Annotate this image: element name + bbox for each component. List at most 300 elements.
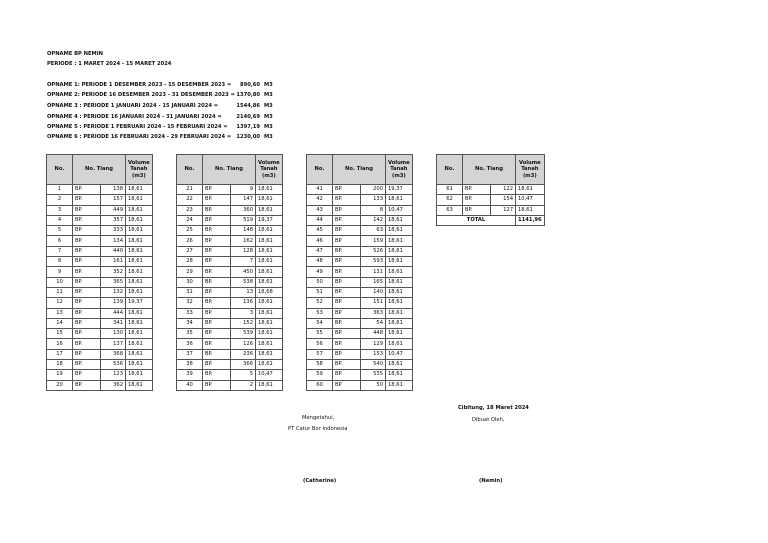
opname-label: OPNAME 4 : PERIODE 16 JANUARI 2024 - 31 JANUARI 2024 = bbox=[47, 114, 222, 120]
row-prefix: BP. bbox=[333, 287, 361, 297]
row-no: 26 bbox=[177, 236, 203, 246]
signature-company: PT Catur Bor Indonesia bbox=[288, 426, 348, 432]
row-prefix: BP. bbox=[203, 349, 231, 359]
table-row bbox=[177, 215, 283, 225]
row-tiang: 9 bbox=[231, 185, 256, 195]
opname-value: 890,60 bbox=[239, 82, 260, 88]
row-prefix: BP. bbox=[203, 360, 231, 370]
opname-value: 1230,00 bbox=[236, 134, 260, 140]
row-tiang: 448 bbox=[361, 329, 386, 339]
row-tiang: 130 bbox=[101, 329, 126, 339]
row-prefix: BP. bbox=[333, 215, 361, 225]
row-prefix: BP. bbox=[333, 236, 361, 246]
table-row bbox=[307, 257, 413, 267]
row-prefix: BP. bbox=[203, 236, 231, 246]
row-prefix: BP. bbox=[333, 195, 361, 205]
header-tiang: No. Tiang bbox=[333, 155, 386, 185]
table-row bbox=[307, 267, 413, 277]
total-row bbox=[437, 215, 545, 225]
row-volume: 19,37 bbox=[386, 185, 413, 195]
header-volume: Volume Tanah (m3) bbox=[516, 155, 545, 185]
row-tiang: 526 bbox=[361, 246, 386, 256]
header-no: No. bbox=[177, 155, 203, 185]
row-tiang: 153 bbox=[361, 349, 386, 359]
row-no: 16 bbox=[47, 339, 73, 349]
row-no: 41 bbox=[307, 185, 333, 195]
opname-value: 1370,80 bbox=[236, 92, 260, 98]
row-volume: 10,47 bbox=[386, 205, 413, 215]
row-no: 28 bbox=[177, 257, 203, 267]
opname-unit: M3 bbox=[264, 134, 273, 140]
row-prefix: BP. bbox=[333, 246, 361, 256]
row-volume: 18,61 bbox=[126, 318, 153, 328]
table-row bbox=[47, 257, 153, 267]
row-prefix: BP. bbox=[73, 339, 101, 349]
table-row bbox=[177, 287, 283, 297]
row-volume: 18,68 bbox=[256, 287, 283, 297]
row-tiang: 444 bbox=[101, 308, 126, 318]
row-prefix: BP. bbox=[203, 287, 231, 297]
header-no: No. bbox=[307, 155, 333, 185]
row-no: 31 bbox=[177, 287, 203, 297]
row-volume: 18,61 bbox=[386, 215, 413, 225]
signature-name-right: (Nemin) bbox=[479, 478, 503, 484]
row-prefix: BP. bbox=[333, 298, 361, 308]
row-no: 8 bbox=[47, 257, 73, 267]
row-no: 4 bbox=[47, 215, 73, 225]
document-title: OPNAME BP NEMIN bbox=[47, 51, 103, 57]
table-row bbox=[47, 370, 153, 380]
row-prefix: BP. bbox=[203, 195, 231, 205]
row-volume: 18,61 bbox=[256, 349, 283, 359]
row-volume: 18,61 bbox=[126, 308, 153, 318]
row-prefix: BP. bbox=[203, 339, 231, 349]
row-volume: 10,47 bbox=[386, 349, 413, 359]
row-no: 20 bbox=[47, 380, 73, 390]
row-tiang: 450 bbox=[231, 267, 256, 277]
row-tiang: 8 bbox=[361, 205, 386, 215]
row-no: 54 bbox=[307, 318, 333, 328]
row-no: 24 bbox=[177, 215, 203, 225]
row-tiang: 440 bbox=[101, 246, 126, 256]
row-prefix: BP. bbox=[73, 257, 101, 267]
table-row bbox=[47, 277, 153, 287]
row-prefix: BP. bbox=[463, 205, 491, 215]
table-row bbox=[307, 215, 413, 225]
header-tiang: No. Tiang bbox=[463, 155, 516, 185]
row-volume: 18,61 bbox=[386, 236, 413, 246]
row-tiang: 50 bbox=[361, 380, 386, 390]
opname-label: OPNAME 5 : PERIODE 1 FEBRUARI 2024 - 15 FEBRUARI 2024 = bbox=[47, 124, 228, 130]
row-volume: 18,61 bbox=[126, 349, 153, 359]
row-volume: 19,37 bbox=[126, 298, 153, 308]
opname-unit: M3 bbox=[264, 124, 273, 130]
row-tiang: 148 bbox=[231, 226, 256, 236]
row-prefix: BP. bbox=[333, 349, 361, 359]
row-volume: 18,61 bbox=[126, 267, 153, 277]
table-row bbox=[307, 349, 413, 359]
row-tiang: 151 bbox=[361, 298, 386, 308]
table-row bbox=[47, 226, 153, 236]
row-tiang: 154 bbox=[491, 195, 516, 205]
row-no: 43 bbox=[307, 205, 333, 215]
row-prefix: BP. bbox=[203, 308, 231, 318]
row-volume: 18,61 bbox=[386, 257, 413, 267]
row-no: 9 bbox=[47, 267, 73, 277]
row-prefix: BP. bbox=[333, 205, 361, 215]
row-no: 21 bbox=[177, 185, 203, 195]
opname-label: OPNAME 3 : PERIODE 1 JANUARI 2024 - 15 JANUARI 2024 = bbox=[47, 103, 219, 109]
table-row bbox=[307, 360, 413, 370]
row-volume: 18,61 bbox=[386, 318, 413, 328]
row-no: 45 bbox=[307, 226, 333, 236]
row-tiang: 165 bbox=[361, 277, 386, 287]
row-prefix: BP. bbox=[73, 318, 101, 328]
table-row bbox=[47, 185, 153, 195]
row-volume: 18,61 bbox=[256, 380, 283, 390]
row-prefix: BP. bbox=[333, 360, 361, 370]
table-row bbox=[307, 185, 413, 195]
row-tiang: 352 bbox=[101, 267, 126, 277]
table-row bbox=[177, 267, 283, 277]
table-row bbox=[177, 308, 283, 318]
row-no: 10 bbox=[47, 277, 73, 287]
row-no: 13 bbox=[47, 308, 73, 318]
row-no: 55 bbox=[307, 329, 333, 339]
row-volume: 18,61 bbox=[256, 267, 283, 277]
row-volume: 18,61 bbox=[126, 205, 153, 215]
row-no: 62 bbox=[437, 195, 463, 205]
header-tiang: No. Tiang bbox=[73, 155, 126, 185]
row-no: 25 bbox=[177, 226, 203, 236]
row-volume: 10,47 bbox=[516, 195, 545, 205]
row-no: 39 bbox=[177, 370, 203, 380]
row-prefix: BP. bbox=[73, 236, 101, 246]
signature-name-left: (Catherine) bbox=[303, 478, 337, 484]
row-prefix: BP. bbox=[463, 195, 491, 205]
table-row bbox=[47, 339, 153, 349]
header-volume: Volume Tanah (m3) bbox=[126, 155, 153, 185]
row-prefix: BP. bbox=[73, 349, 101, 359]
row-volume: 18,61 bbox=[386, 267, 413, 277]
row-prefix: BP. bbox=[203, 226, 231, 236]
row-prefix: BP. bbox=[333, 380, 361, 390]
row-volume: 18,61 bbox=[126, 380, 153, 390]
row-volume: 18,61 bbox=[256, 205, 283, 215]
row-volume: 18,61 bbox=[256, 329, 283, 339]
row-volume: 18,61 bbox=[256, 236, 283, 246]
row-no: 11 bbox=[47, 287, 73, 297]
total-value: 1141,96 bbox=[516, 215, 545, 225]
row-no: 18 bbox=[47, 360, 73, 370]
row-volume: 18,61 bbox=[386, 339, 413, 349]
row-volume: 18,61 bbox=[516, 205, 545, 215]
table-row bbox=[177, 205, 283, 215]
row-volume: 18,61 bbox=[386, 195, 413, 205]
row-tiang: 159 bbox=[361, 236, 386, 246]
row-tiang: 362 bbox=[101, 380, 126, 390]
row-tiang: 131 bbox=[361, 267, 386, 277]
row-prefix: BP. bbox=[73, 329, 101, 339]
volume-table-2 bbox=[176, 154, 283, 391]
row-tiang: 136 bbox=[231, 298, 256, 308]
header-tiang: No. Tiang bbox=[203, 155, 256, 185]
row-prefix: BP. bbox=[333, 308, 361, 318]
row-no: 27 bbox=[177, 246, 203, 256]
opname-value: 1397,19 bbox=[236, 124, 260, 130]
opname-label: OPNAME 2: PERIODE 16 DESEMBER 2023 - 31 DESEMBER 2023 = bbox=[47, 92, 235, 98]
row-no: 32 bbox=[177, 298, 203, 308]
row-tiang: 133 bbox=[361, 195, 386, 205]
row-volume: 18,61 bbox=[126, 226, 153, 236]
table-row bbox=[177, 246, 283, 256]
signature-made-by: Dibuat Oleh, bbox=[472, 417, 505, 423]
row-tiang: 132 bbox=[101, 287, 126, 297]
row-no: 63 bbox=[437, 205, 463, 215]
row-prefix: BP. bbox=[203, 370, 231, 380]
row-no: 34 bbox=[177, 318, 203, 328]
row-prefix: BP. bbox=[333, 370, 361, 380]
row-prefix: BP. bbox=[463, 185, 491, 195]
row-volume: 18,61 bbox=[256, 277, 283, 287]
row-tiang: 540 bbox=[361, 360, 386, 370]
row-no: 48 bbox=[307, 257, 333, 267]
header-no: No. bbox=[437, 155, 463, 185]
row-volume: 18,61 bbox=[256, 257, 283, 267]
table-row bbox=[307, 308, 413, 318]
table-row bbox=[177, 349, 283, 359]
row-volume: 18,61 bbox=[386, 380, 413, 390]
row-no: 29 bbox=[177, 267, 203, 277]
row-no: 36 bbox=[177, 339, 203, 349]
row-prefix: BP. bbox=[73, 185, 101, 195]
table-row bbox=[307, 287, 413, 297]
row-tiang: 152 bbox=[231, 318, 256, 328]
row-volume: 18,61 bbox=[126, 257, 153, 267]
row-tiang: 139 bbox=[101, 298, 126, 308]
row-tiang: 140 bbox=[361, 287, 386, 297]
row-prefix: BP. bbox=[203, 267, 231, 277]
row-tiang: 333 bbox=[101, 226, 126, 236]
table-row bbox=[47, 329, 153, 339]
row-no: 46 bbox=[307, 236, 333, 246]
row-prefix: BP. bbox=[333, 257, 361, 267]
row-tiang: 162 bbox=[231, 236, 256, 246]
table-row bbox=[47, 205, 153, 215]
row-no: 44 bbox=[307, 215, 333, 225]
row-volume: 18,61 bbox=[256, 339, 283, 349]
row-prefix: BP. bbox=[203, 380, 231, 390]
row-tiang: 365 bbox=[101, 277, 126, 287]
signature-known-by: Mengetahui, bbox=[302, 415, 335, 421]
row-no: 3 bbox=[47, 205, 73, 215]
row-no: 58 bbox=[307, 360, 333, 370]
row-no: 1 bbox=[47, 185, 73, 195]
row-no: 23 bbox=[177, 205, 203, 215]
volume-table-1 bbox=[46, 154, 153, 391]
row-prefix: BP. bbox=[203, 257, 231, 267]
row-volume: 18,61 bbox=[386, 246, 413, 256]
row-no: 57 bbox=[307, 349, 333, 359]
row-prefix: BP. bbox=[203, 318, 231, 328]
row-no: 2 bbox=[47, 195, 73, 205]
row-prefix: BP. bbox=[203, 329, 231, 339]
row-volume: 18,61 bbox=[126, 215, 153, 225]
opname-unit: M3 bbox=[264, 103, 273, 109]
row-tiang: 536 bbox=[101, 360, 126, 370]
row-no: 49 bbox=[307, 267, 333, 277]
row-tiang: 13 bbox=[231, 287, 256, 297]
row-prefix: BP. bbox=[333, 329, 361, 339]
row-tiang: 142 bbox=[361, 215, 386, 225]
row-tiang: 519 bbox=[231, 215, 256, 225]
table-row bbox=[177, 195, 283, 205]
row-no: 12 bbox=[47, 298, 73, 308]
row-prefix: BP. bbox=[333, 339, 361, 349]
table-row bbox=[307, 329, 413, 339]
table-row bbox=[307, 298, 413, 308]
row-tiang: 360 bbox=[231, 205, 256, 215]
row-tiang: 122 bbox=[491, 185, 516, 195]
table-row bbox=[437, 205, 545, 215]
table-row bbox=[47, 308, 153, 318]
row-volume: 18,61 bbox=[386, 298, 413, 308]
row-no: 15 bbox=[47, 329, 73, 339]
row-tiang: 236 bbox=[231, 349, 256, 359]
row-tiang: 341 bbox=[101, 318, 126, 328]
table-row bbox=[177, 277, 283, 287]
table-row bbox=[307, 226, 413, 236]
row-tiang: 138 bbox=[101, 185, 126, 195]
row-prefix: BP. bbox=[73, 215, 101, 225]
row-tiang: 200 bbox=[361, 185, 386, 195]
table-row bbox=[47, 318, 153, 328]
row-no: 30 bbox=[177, 277, 203, 287]
row-tiang: 368 bbox=[101, 349, 126, 359]
row-tiang: 366 bbox=[231, 360, 256, 370]
row-prefix: BP. bbox=[73, 370, 101, 380]
row-prefix: BP. bbox=[203, 246, 231, 256]
table-row bbox=[177, 257, 283, 267]
row-volume: 18,61 bbox=[126, 277, 153, 287]
total-label: TOTAL bbox=[437, 215, 516, 225]
row-prefix: BP. bbox=[203, 298, 231, 308]
row-no: 22 bbox=[177, 195, 203, 205]
row-no: 14 bbox=[47, 318, 73, 328]
row-prefix: BP. bbox=[333, 277, 361, 287]
row-volume: 19,37 bbox=[256, 215, 283, 225]
row-volume: 18,61 bbox=[256, 226, 283, 236]
table-row bbox=[307, 339, 413, 349]
table-row bbox=[307, 380, 413, 390]
row-tiang: 593 bbox=[361, 257, 386, 267]
table-row bbox=[307, 205, 413, 215]
table-row bbox=[177, 236, 283, 246]
row-no: 5 bbox=[47, 226, 73, 236]
table-row bbox=[47, 298, 153, 308]
row-volume: 18,61 bbox=[386, 308, 413, 318]
row-volume: 18,61 bbox=[126, 370, 153, 380]
row-prefix: BP. bbox=[73, 246, 101, 256]
opname-unit: M3 bbox=[264, 82, 273, 88]
table-row bbox=[437, 185, 545, 195]
row-tiang: 363 bbox=[361, 308, 386, 318]
row-prefix: BP. bbox=[203, 277, 231, 287]
row-prefix: BP. bbox=[203, 215, 231, 225]
row-no: 52 bbox=[307, 298, 333, 308]
row-no: 61 bbox=[437, 185, 463, 195]
row-prefix: BP. bbox=[203, 185, 231, 195]
row-tiang: 129 bbox=[361, 339, 386, 349]
row-tiang: 123 bbox=[101, 370, 126, 380]
row-prefix: BP. bbox=[73, 267, 101, 277]
row-no: 37 bbox=[177, 349, 203, 359]
row-volume: 10,47 bbox=[256, 370, 283, 380]
table-row bbox=[177, 318, 283, 328]
row-no: 38 bbox=[177, 360, 203, 370]
row-no: 7 bbox=[47, 246, 73, 256]
row-tiang: 2 bbox=[231, 380, 256, 390]
row-no: 17 bbox=[47, 349, 73, 359]
row-tiang: 5 bbox=[231, 370, 256, 380]
row-no: 33 bbox=[177, 308, 203, 318]
row-tiang: 128 bbox=[231, 246, 256, 256]
volume-table-4 bbox=[436, 154, 545, 226]
row-volume: 18,61 bbox=[386, 329, 413, 339]
header-volume: Volume Tanah (m3) bbox=[256, 155, 283, 185]
row-prefix: BP. bbox=[73, 287, 101, 297]
table-row bbox=[47, 195, 153, 205]
row-prefix: BP. bbox=[333, 318, 361, 328]
table-row bbox=[177, 329, 283, 339]
table-row bbox=[47, 287, 153, 297]
row-tiang: 137 bbox=[101, 339, 126, 349]
header-no: No. bbox=[47, 155, 73, 185]
row-prefix: BP. bbox=[333, 267, 361, 277]
row-no: 60 bbox=[307, 380, 333, 390]
table-row bbox=[47, 349, 153, 359]
row-prefix: BP. bbox=[73, 298, 101, 308]
table-row bbox=[47, 236, 153, 246]
table-row bbox=[307, 246, 413, 256]
row-tiang: 357 bbox=[101, 215, 126, 225]
opname-label: OPNAME 1: PERIODE 1 DESEMBER 2023 - 15 DESEMBER 2023 = bbox=[47, 82, 232, 88]
row-no: 53 bbox=[307, 308, 333, 318]
row-volume: 18,61 bbox=[256, 308, 283, 318]
row-volume: 18,61 bbox=[126, 185, 153, 195]
table-row bbox=[177, 298, 283, 308]
row-volume: 18,61 bbox=[386, 370, 413, 380]
row-volume: 18,61 bbox=[386, 226, 413, 236]
row-volume: 18,61 bbox=[256, 195, 283, 205]
opname-unit: M3 bbox=[264, 92, 273, 98]
row-tiang: 535 bbox=[361, 370, 386, 380]
row-prefix: BP. bbox=[73, 205, 101, 215]
table-row bbox=[307, 318, 413, 328]
table-row bbox=[47, 380, 153, 390]
row-no: 40 bbox=[177, 380, 203, 390]
row-volume: 18,61 bbox=[386, 287, 413, 297]
table-row bbox=[47, 215, 153, 225]
table-row bbox=[307, 195, 413, 205]
row-no: 6 bbox=[47, 236, 73, 246]
row-tiang: 449 bbox=[101, 205, 126, 215]
row-prefix: BP. bbox=[203, 205, 231, 215]
row-tiang: 126 bbox=[231, 339, 256, 349]
row-volume: 18,61 bbox=[256, 360, 283, 370]
table-row bbox=[307, 370, 413, 380]
row-volume: 18,61 bbox=[386, 277, 413, 287]
